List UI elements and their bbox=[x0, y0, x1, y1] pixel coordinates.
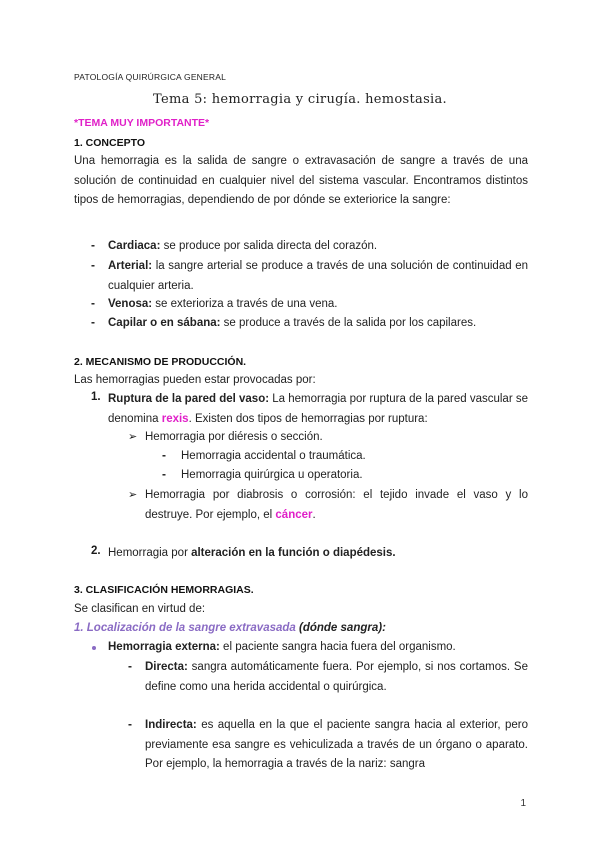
arrow-bullet-icon: ➢ bbox=[128, 489, 138, 501]
section-2-intro: Las hemorragias pueden estar provocadas por: bbox=[74, 374, 316, 386]
list-item-capilar: Capilar o en sábana: se produce a través de la salida por los capilares. bbox=[108, 317, 477, 329]
list-dash: - bbox=[91, 258, 95, 272]
page-number: 1 bbox=[520, 798, 526, 809]
item-directa: Directa: sangra automáticamente fuera. Por ejemplo, si nos cortamos. Se define como una herida accidental o quirúrgica. bbox=[145, 661, 528, 693]
list-number: 1. bbox=[91, 391, 101, 403]
list-dash: - bbox=[162, 467, 166, 481]
list-dash: - bbox=[91, 296, 95, 310]
list-item-cardiaca: Cardiaca: se produce por salida directa del corazón. bbox=[108, 240, 378, 252]
list-number: 2. bbox=[91, 545, 101, 557]
bullet-icon bbox=[92, 646, 96, 650]
item-accidental: Hemorragia accidental o traumática. bbox=[181, 450, 366, 462]
subsection-localizacion: 1. Localización de la sangre extravasada (dónde sangra): bbox=[74, 622, 386, 634]
list-dash: - bbox=[128, 659, 132, 673]
item-diapedesis: Hemorragia por alteración en la función o diapédesis. bbox=[108, 547, 396, 559]
list-dash: - bbox=[91, 238, 95, 252]
section-3-intro: Se clasifican en virtud de: bbox=[74, 603, 206, 615]
section-3-heading: 3. CLASIFICACIÓN HEMORRAGIAS. bbox=[74, 584, 254, 596]
list-item-arterial: Arterial: la sangre arterial se produce a través de una solución de continuidad en cualquier arteria. bbox=[108, 260, 528, 292]
item-quirurgica: Hemorragia quirúrgica u operatoria. bbox=[181, 469, 363, 481]
item-dieresis: Hemorragia por diéresis o sección. bbox=[145, 431, 323, 443]
list-item-venosa: Venosa: se exterioriza a través de una vena. bbox=[108, 298, 338, 310]
arrow-bullet-icon: ➢ bbox=[128, 431, 138, 443]
section-1-paragraph: Una hemorragia es la salida de sangre o extravasación de sangre a través de una solución de continuidad en cualquier nivel del sistema vascular. Encontramos distintos tipos de hemorragias, dependiendo de por dónde se exteriorice la sangre: bbox=[74, 155, 528, 206]
item-hemorragia-externa: Hemorragia externa: el paciente sangra hacia fuera del organismo. bbox=[108, 641, 456, 653]
item-ruptura: Ruptura de la pared del vaso: La hemorragia por ruptura de la pared vascular se denomina rexis. Existen dos tipos de hemorragias por ruptura: bbox=[108, 393, 528, 425]
list-dash: - bbox=[128, 717, 132, 731]
item-indirecta: Indirecta: es aquella en la que el paciente sangra hacia al exterior, pero previamente esa sangre es vehiculizada a través de un órgano o aparato. Por ejemplo, la hemorragia a través de la nariz: sangra bbox=[145, 719, 528, 770]
document-title: Tema 5: hemorragia y cirugía. hemostasia. bbox=[153, 92, 447, 107]
item-diabrosis: Hemorragia por diabrosis o corrosión: el tejido invade el vaso y lo destruye. Por ejemplo, el cáncer. bbox=[145, 489, 528, 521]
important-note: *TEMA MUY IMPORTANTE* bbox=[74, 117, 210, 129]
list-dash: - bbox=[162, 448, 166, 462]
section-1-heading: 1. CONCEPTO bbox=[74, 137, 145, 149]
running-header: PATOLOGÍA QUIRÚRGICA GENERAL bbox=[74, 72, 227, 82]
section-2-heading: 2. MECANISMO DE PRODUCCIÓN. bbox=[74, 356, 247, 368]
list-dash: - bbox=[91, 315, 95, 329]
